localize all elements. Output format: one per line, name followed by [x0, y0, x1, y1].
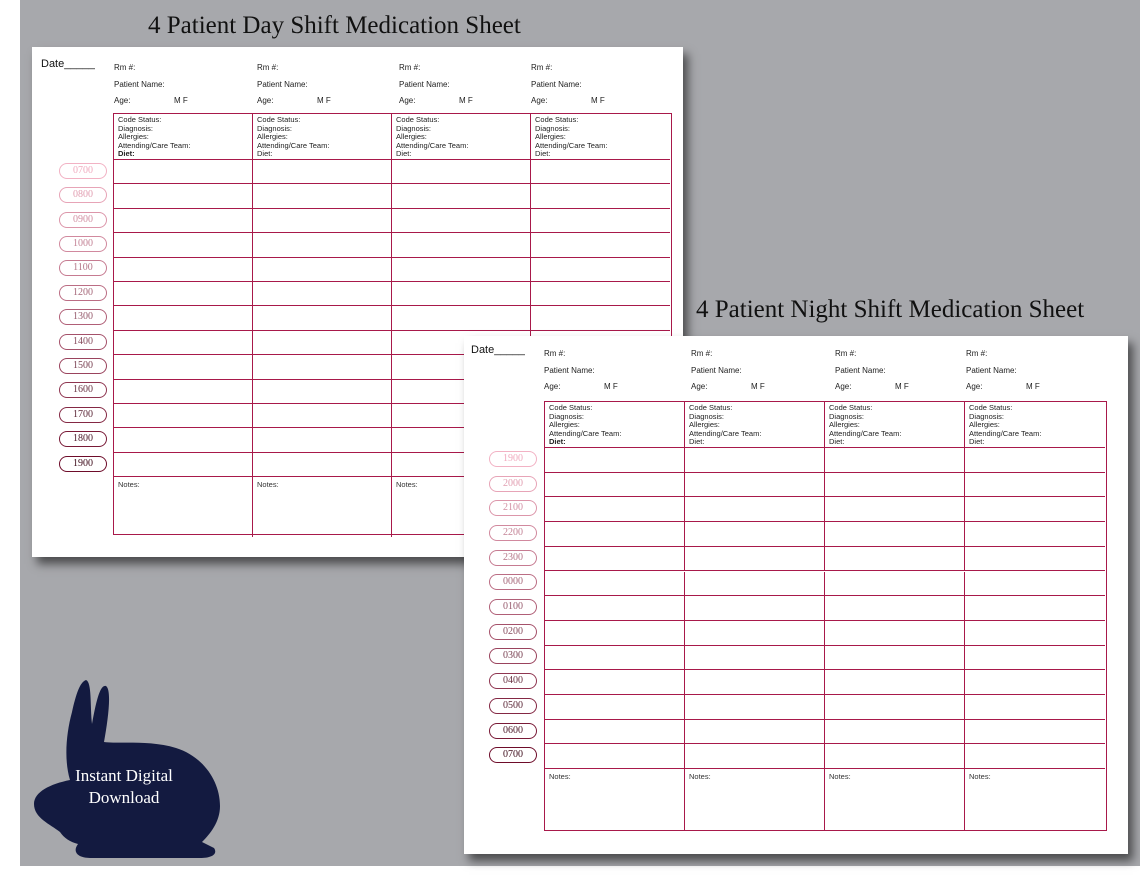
date-field-label: Date_____: [471, 344, 525, 356]
med-entry-cell[interactable]: [685, 670, 825, 695]
time-slot-1000: 1000: [59, 236, 107, 252]
time-slot-0900: 0900: [59, 212, 107, 228]
med-entry-cell[interactable]: [392, 233, 531, 257]
diet-label: Diet:: [535, 149, 551, 158]
time-slot-0300: 0300: [489, 648, 537, 664]
med-entry-cell[interactable]: [545, 547, 685, 572]
patient-header-3: [399, 63, 534, 113]
notes-cell[interactable]: Notes:: [253, 477, 392, 537]
code-status-label: Code Status:: [829, 403, 873, 412]
time-slot-1900: 1900: [59, 456, 107, 472]
patient-header-1: [114, 63, 249, 113]
patient-info-cell[interactable]: [531, 114, 670, 160]
code-status-label: Code Status:: [689, 403, 733, 412]
age-label: Age:: [966, 382, 983, 391]
med-entry-cell[interactable]: [531, 184, 670, 208]
med-entry-cell[interactable]: [545, 522, 685, 547]
med-entry-cell[interactable]: [114, 404, 253, 428]
age-label: Age:: [114, 96, 131, 105]
med-entry-cell[interactable]: [114, 331, 253, 355]
sex-options-label: M F: [1026, 382, 1040, 391]
med-entry-cell[interactable]: [825, 547, 965, 572]
patient-name-label: Patient Name:: [399, 80, 450, 89]
med-entry-cell[interactable]: [114, 380, 253, 404]
room-number-label: Rm #:: [399, 63, 421, 72]
med-entry-cell[interactable]: [545, 497, 685, 522]
med-entry-cell[interactable]: [965, 522, 1105, 547]
med-entry-cell[interactable]: [545, 473, 685, 498]
diet-label: Diet:: [969, 437, 985, 446]
diet-label: Diet:: [396, 149, 412, 158]
med-entry-cell[interactable]: [392, 160, 531, 184]
med-entry-cell[interactable]: [965, 695, 1105, 720]
med-entry-cell[interactable]: [825, 473, 965, 498]
room-number-label: Rm #:: [691, 349, 713, 358]
room-number-label: Rm #:: [114, 63, 136, 72]
time-slot-1900: 1900: [489, 451, 537, 467]
age-label: Age:: [835, 382, 852, 391]
med-entry-cell[interactable]: [825, 646, 965, 671]
med-entry-cell[interactable]: [253, 209, 392, 233]
code-status-label: Code Status:: [969, 403, 1013, 412]
med-entry-cell[interactable]: [253, 160, 392, 184]
room-number-label: Rm #:: [966, 349, 988, 358]
med-entry-cell[interactable]: [114, 258, 253, 282]
med-entry-cell[interactable]: [392, 306, 531, 330]
sex-options-label: M F: [317, 96, 331, 105]
med-entry-cell[interactable]: [685, 572, 825, 597]
med-entry-cell[interactable]: [825, 572, 965, 597]
med-entry-cell[interactable]: [545, 744, 685, 769]
patient-header-3: [835, 349, 970, 399]
med-entry-cell[interactable]: [114, 184, 253, 208]
age-label: Age:: [531, 96, 548, 105]
med-entry-cell[interactable]: [545, 621, 685, 646]
med-entry-cell[interactable]: [825, 522, 965, 547]
time-slot-2200: 2200: [489, 525, 537, 541]
patient-info-cell[interactable]: [253, 114, 392, 160]
med-entry-cell[interactable]: [685, 473, 825, 498]
allergies-label: Allergies:: [535, 132, 566, 141]
room-number-label: Rm #:: [544, 349, 566, 358]
care-team-label: Attending/Care Team:: [396, 140, 469, 150]
med-entry-cell[interactable]: [545, 596, 685, 621]
notes-cell[interactable]: Notes:: [114, 477, 253, 537]
med-entry-cell[interactable]: [253, 282, 392, 306]
diagnosis-label: Diagnosis:: [118, 123, 154, 133]
med-entry-cell[interactable]: [965, 547, 1105, 572]
med-entry-cell[interactable]: [531, 306, 670, 330]
sex-options-label: M F: [895, 382, 909, 391]
age-label: Age:: [544, 382, 561, 391]
med-entry-cell[interactable]: [825, 670, 965, 695]
med-entry-cell[interactable]: [253, 233, 392, 257]
time-slot-1700: 1700: [59, 407, 107, 423]
time-slot-2100: 2100: [489, 500, 537, 516]
diagnosis-label: Diagnosis:: [829, 411, 865, 421]
med-entry-cell[interactable]: [685, 448, 825, 473]
night-shift-sheet: [464, 336, 1128, 854]
med-entry-cell[interactable]: [545, 670, 685, 695]
med-entry-cell[interactable]: [685, 646, 825, 671]
patient-name-label: Patient Name:: [114, 80, 165, 89]
code-status-label: Code Status:: [549, 403, 593, 412]
med-entry-cell[interactable]: [114, 306, 253, 330]
med-entry-cell[interactable]: [114, 355, 253, 379]
code-status-label: Code Status:: [257, 115, 301, 124]
med-entry-cell[interactable]: [392, 258, 531, 282]
med-entry-cell[interactable]: [685, 522, 825, 547]
time-slot-1400: 1400: [59, 334, 107, 350]
med-entry-cell[interactable]: [545, 572, 685, 597]
med-entry-cell[interactable]: [114, 282, 253, 306]
code-status-label: Code Status:: [118, 115, 162, 124]
med-entry-cell[interactable]: [253, 306, 392, 330]
med-entry-cell[interactable]: [965, 744, 1105, 769]
time-slot-0700: 0700: [59, 163, 107, 179]
code-status-label: Code Status:: [396, 115, 440, 124]
medication-grid: [544, 401, 1107, 831]
care-team-label: Attending/Care Team:: [535, 140, 608, 150]
sex-options-label: M F: [459, 96, 473, 105]
time-slot-0800: 0800: [59, 187, 107, 203]
med-entry-cell[interactable]: [825, 720, 965, 745]
patient-info-cell[interactable]: [825, 402, 965, 448]
med-entry-cell[interactable]: [545, 448, 685, 473]
med-entry-cell[interactable]: [392, 282, 531, 306]
time-slot-0200: 0200: [489, 624, 537, 640]
med-entry-cell[interactable]: [392, 209, 531, 233]
med-entry-cell[interactable]: [965, 621, 1105, 646]
med-entry-cell[interactable]: [685, 744, 825, 769]
patient-info-cell[interactable]: [685, 402, 825, 448]
med-entry-cell[interactable]: [685, 720, 825, 745]
date-field-label: Date_____: [41, 58, 95, 70]
med-entry-cell[interactable]: [685, 547, 825, 572]
patient-info-cell[interactable]: [965, 402, 1105, 448]
time-slot-1500: 1500: [59, 358, 107, 374]
med-entry-cell[interactable]: [545, 646, 685, 671]
med-entry-cell[interactable]: [253, 453, 392, 477]
age-label: Age:: [399, 96, 416, 105]
time-slot-1300: 1300: [59, 309, 107, 325]
patient-name-label: Patient Name:: [531, 80, 582, 89]
diet-label: [118, 150, 248, 159]
sex-options-label: M F: [174, 96, 188, 105]
med-entry-cell[interactable]: [965, 720, 1105, 745]
code-status-label: Code Status:: [535, 115, 579, 124]
allergies-label: Allergies:: [257, 132, 288, 141]
med-entry-cell[interactable]: [965, 646, 1105, 671]
patient-info-cell[interactable]: [392, 114, 531, 160]
med-entry-cell[interactable]: [545, 720, 685, 745]
med-entry-cell[interactable]: [825, 695, 965, 720]
patient-header-4: [966, 349, 1101, 399]
age-label: Age:: [691, 382, 708, 391]
time-slot-1800: 1800: [59, 431, 107, 447]
notes-cell[interactable]: Notes:: [825, 769, 965, 831]
patient-name-label: Patient Name:: [257, 80, 308, 89]
time-slot-0100: 0100: [489, 599, 537, 615]
med-entry-cell[interactable]: [965, 670, 1105, 695]
diagnosis-label: Diagnosis:: [689, 411, 725, 421]
med-entry-cell[interactable]: [253, 258, 392, 282]
med-entry-cell[interactable]: [114, 209, 253, 233]
med-entry-cell[interactable]: [114, 160, 253, 184]
med-entry-cell[interactable]: [825, 621, 965, 646]
med-entry-cell[interactable]: [531, 282, 670, 306]
diagnosis-label: Diagnosis:: [969, 411, 1005, 421]
sex-options-label: M F: [751, 382, 765, 391]
diagnosis-label: Diagnosis:: [396, 123, 432, 133]
patient-header-2: [257, 63, 392, 113]
patient-header-4: [531, 63, 666, 113]
patient-info-cell[interactable]: [114, 114, 253, 160]
diet-label-bold: Diet:: [549, 437, 566, 446]
day-sheet-title: 4 Patient Day Shift Medication Sheet: [148, 12, 521, 39]
med-entry-cell[interactable]: [685, 596, 825, 621]
med-entry-cell[interactable]: [114, 453, 253, 477]
time-slot-0000: 0000: [489, 574, 537, 590]
allergies-label: Allergies:: [829, 420, 860, 429]
time-slot-1600: 1600: [59, 382, 107, 398]
diet-label: [549, 438, 680, 447]
diet-label-bold: Diet:: [118, 149, 135, 158]
med-entry-cell[interactable]: [531, 160, 670, 184]
med-entry-cell[interactable]: [114, 233, 253, 257]
med-entry-cell[interactable]: [253, 184, 392, 208]
care-team-label: Attending/Care Team:: [829, 428, 902, 438]
care-team-label: Attending/Care Team:: [118, 140, 191, 150]
time-slot-0500: 0500: [489, 698, 537, 714]
patient-header-1: [544, 349, 679, 399]
care-team-label: Attending/Care Team:: [257, 140, 330, 150]
diet-label: Diet:: [689, 437, 705, 446]
allergies-label: Allergies:: [396, 132, 427, 141]
age-label: Age:: [257, 96, 274, 105]
med-entry-cell[interactable]: [965, 596, 1105, 621]
med-entry-cell[interactable]: [253, 428, 392, 452]
time-slot-0400: 0400: [489, 673, 537, 689]
med-entry-cell[interactable]: [253, 380, 392, 404]
patient-info-cell[interactable]: [545, 402, 685, 448]
care-team-label: Attending/Care Team:: [689, 428, 762, 438]
room-number-label: Rm #:: [531, 63, 553, 72]
sex-options-label: M F: [591, 96, 605, 105]
time-slot-0700: 0700: [489, 747, 537, 763]
med-entry-cell[interactable]: [965, 572, 1105, 597]
night-sheet-title: 4 Patient Night Shift Medication Sheet: [696, 296, 1085, 323]
med-entry-cell[interactable]: [965, 448, 1105, 473]
time-slot-1200: 1200: [59, 285, 107, 301]
diagnosis-label: Diagnosis:: [257, 123, 293, 133]
patient-name-label: Patient Name:: [544, 366, 595, 375]
time-slot-0600: 0600: [489, 723, 537, 739]
med-entry-cell[interactable]: [253, 355, 392, 379]
diet-label: Diet:: [257, 149, 273, 158]
care-team-label: Attending/Care Team:: [549, 428, 622, 438]
notes-cell[interactable]: Notes:: [392, 477, 531, 537]
allergies-label: Allergies:: [118, 132, 149, 141]
patient-name-label: Patient Name:: [966, 366, 1017, 375]
med-entry-cell[interactable]: [531, 233, 670, 257]
med-entry-cell[interactable]: [685, 695, 825, 720]
med-entry-cell[interactable]: [253, 404, 392, 428]
diagnosis-label: Diagnosis:: [549, 411, 585, 421]
room-number-label: Rm #:: [835, 349, 857, 358]
allergies-label: Allergies:: [969, 420, 1000, 429]
diagnosis-label: Diagnosis:: [535, 123, 571, 133]
time-slot-1100: 1100: [59, 260, 107, 276]
patient-name-label: Patient Name:: [691, 366, 742, 375]
med-entry-cell[interactable]: [825, 497, 965, 522]
time-slot-2300: 2300: [489, 550, 537, 566]
med-entry-cell[interactable]: [685, 621, 825, 646]
med-entry-cell[interactable]: [114, 428, 253, 452]
notes-cell[interactable]: Notes:: [545, 769, 685, 831]
med-entry-cell[interactable]: [685, 497, 825, 522]
patient-name-label: Patient Name:: [835, 366, 886, 375]
room-number-label: Rm #:: [257, 63, 279, 72]
med-entry-cell[interactable]: [825, 744, 965, 769]
allergies-label: Allergies:: [689, 420, 720, 429]
diet-label: Diet:: [829, 437, 845, 446]
med-entry-cell[interactable]: [825, 448, 965, 473]
time-slot-2000: 2000: [489, 476, 537, 492]
notes-cell[interactable]: Notes:: [969, 772, 991, 782]
med-entry-cell[interactable]: [965, 497, 1105, 522]
med-entry-cell[interactable]: [965, 473, 1105, 498]
med-entry-cell[interactable]: [825, 596, 965, 621]
med-entry-cell[interactable]: [392, 184, 531, 208]
med-entry-cell[interactable]: [531, 209, 670, 233]
instant-digital-download-label: Instant Digital Download: [75, 766, 173, 807]
sex-options-label: M F: [604, 382, 618, 391]
notes-cell[interactable]: Notes:: [685, 769, 825, 831]
care-team-label: Attending/Care Team:: [969, 428, 1042, 438]
allergies-label: Allergies:: [549, 420, 580, 429]
med-entry-cell[interactable]: [545, 695, 685, 720]
med-entry-cell[interactable]: [531, 258, 670, 282]
med-entry-cell[interactable]: [253, 331, 392, 355]
patient-header-2: [691, 349, 826, 399]
